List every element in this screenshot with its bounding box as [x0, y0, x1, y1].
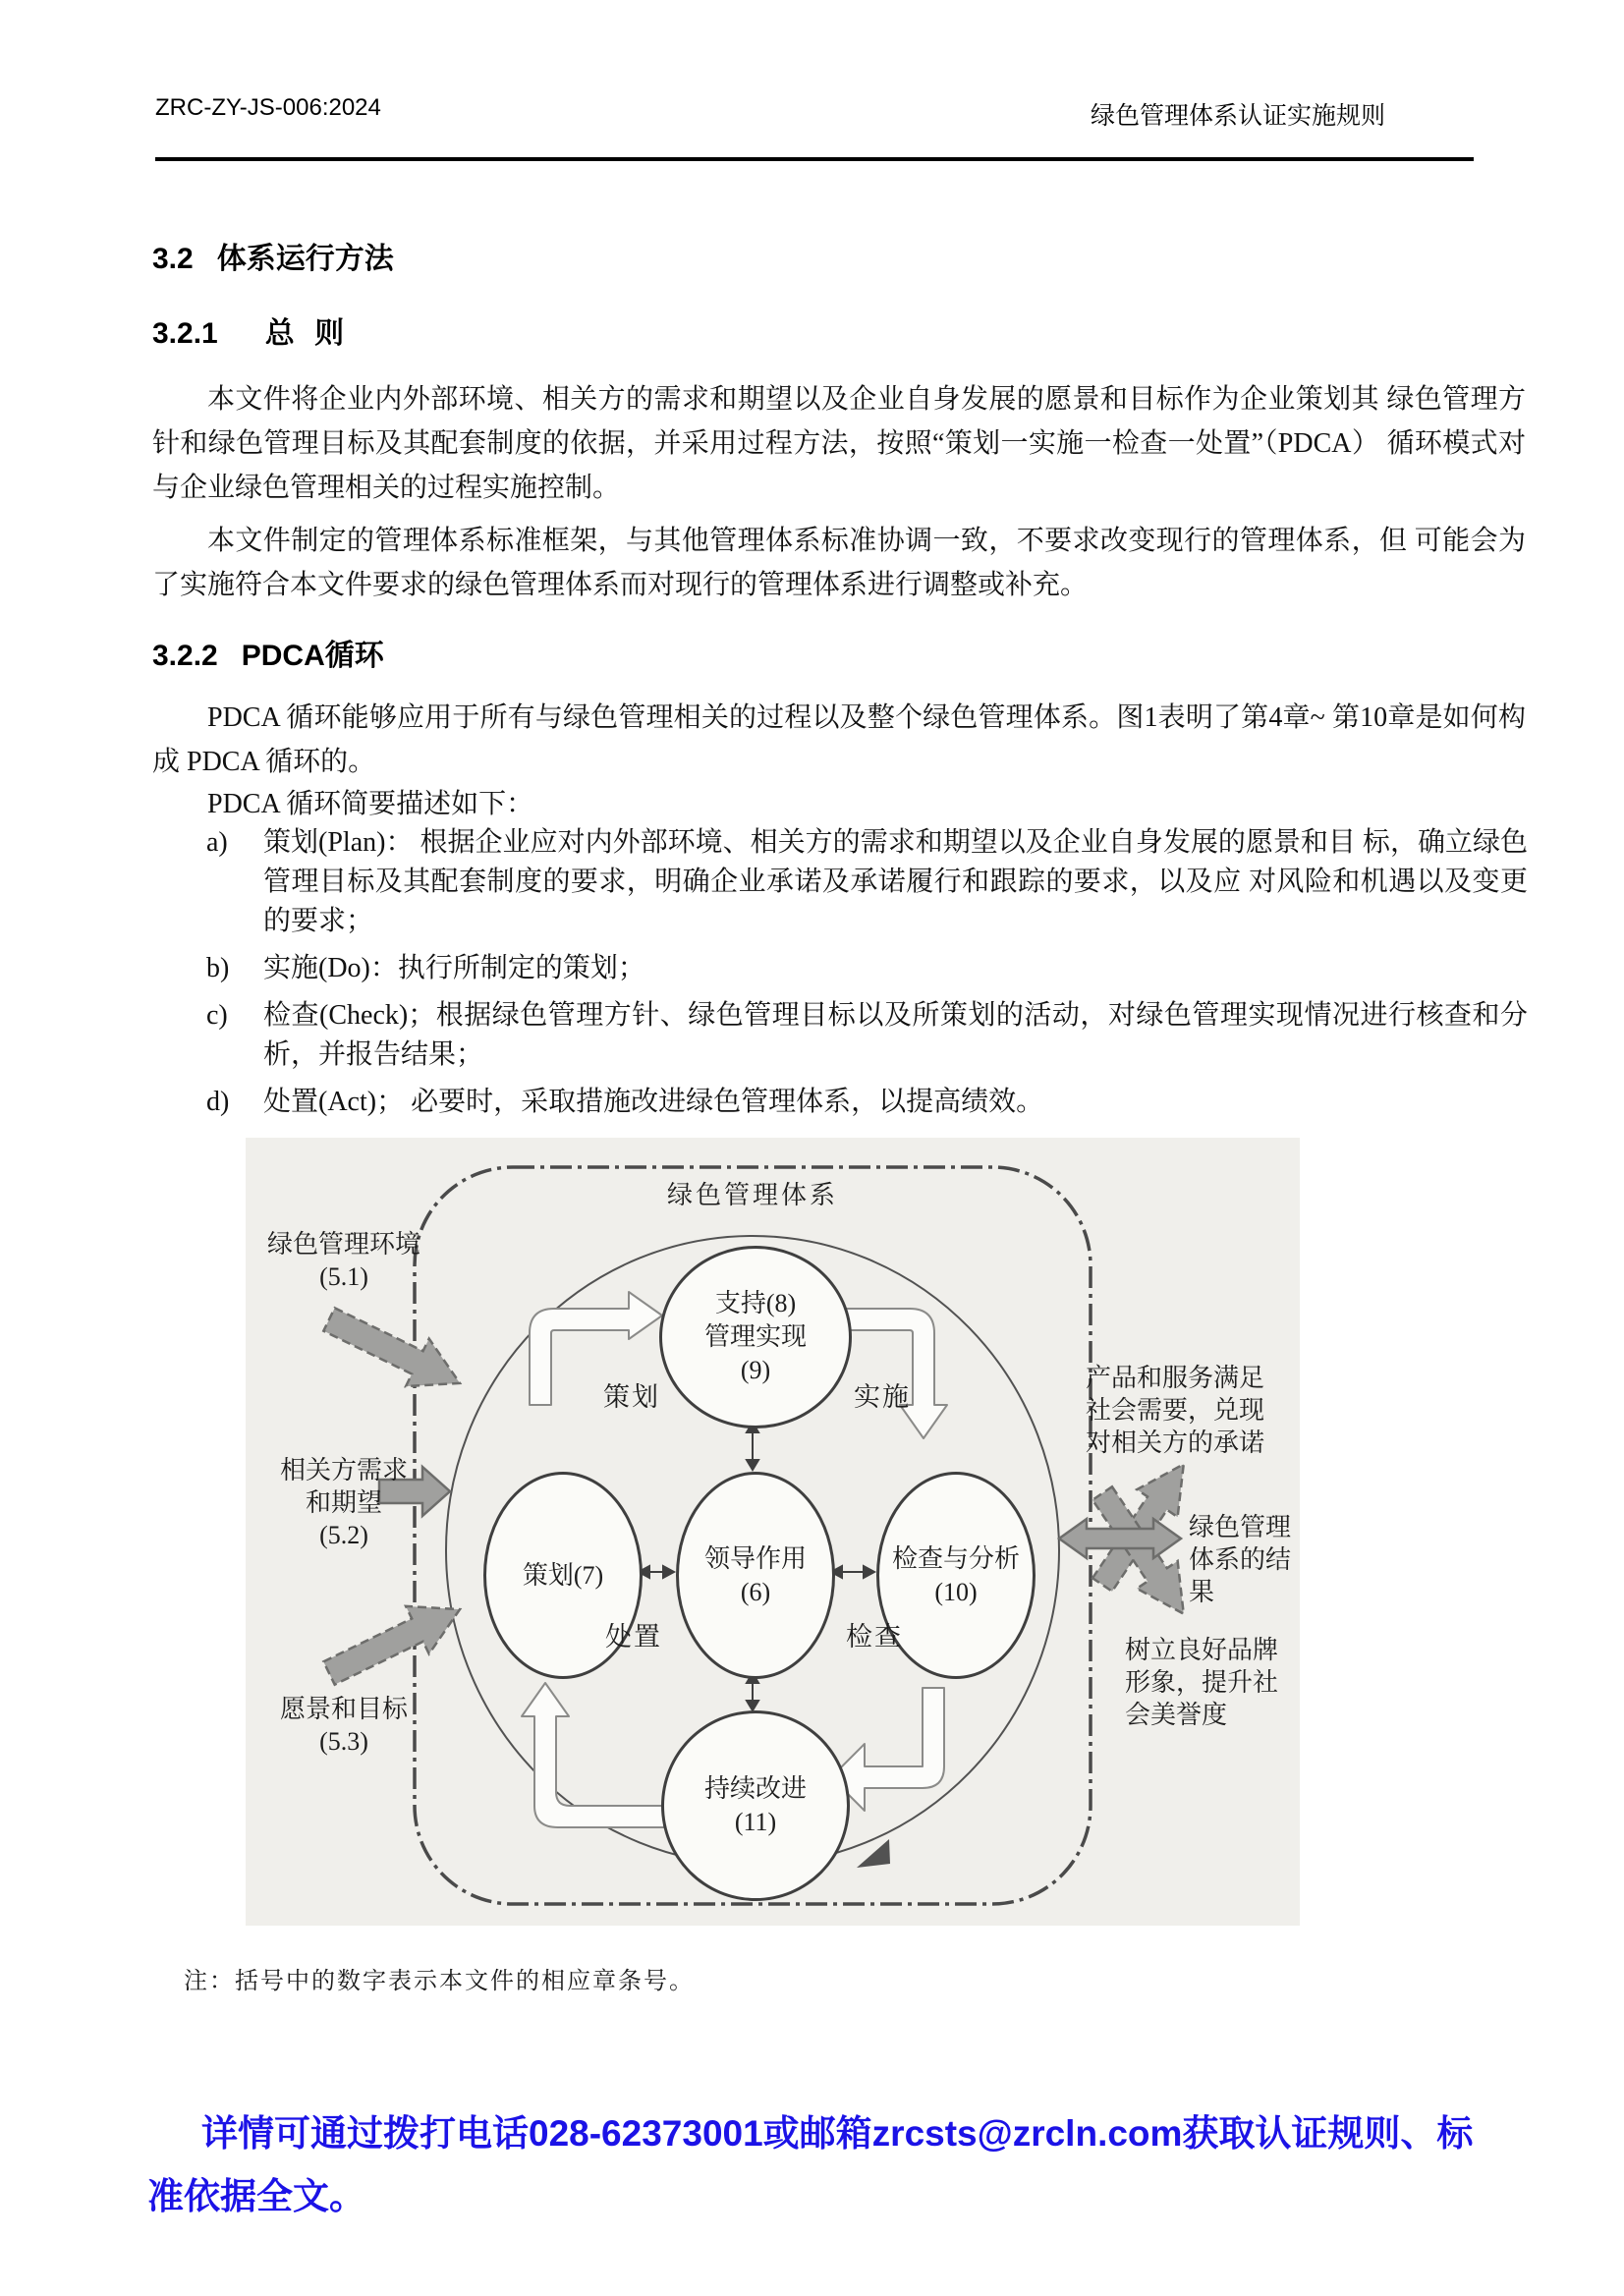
quadrant-act-label: 处置: [605, 1622, 662, 1652]
label-line: 产品和服务满足: [1086, 1364, 1265, 1392]
label-line: 绿色管理: [1189, 1513, 1292, 1541]
label-line: 体系的结果: [1189, 1545, 1292, 1606]
list-item-label: c): [206, 1000, 228, 1031]
input-vision-label: [246, 1693, 442, 1758]
section-title: 体系运行方法: [216, 243, 394, 275]
label-line: 相关方需求: [279, 1456, 408, 1484]
node-line: 管理实现: [703, 1322, 807, 1351]
label-line: (5.2): [319, 1521, 368, 1549]
node-line: 支持(8): [714, 1289, 797, 1317]
figure-note: 注：括号中的数字表示本文件的相应章条号。: [184, 1969, 695, 1994]
node-line: 策划(7): [522, 1560, 604, 1590]
node-line: (9): [740, 1356, 771, 1384]
list-item-text: 实施(Do)：执行所制定的策划；: [263, 953, 645, 983]
section-number: 3.2: [152, 243, 194, 275]
input-arrow-environment-icon: [317, 1296, 472, 1407]
output-results-label: [1189, 1511, 1300, 1608]
list-item-text: 检查(Check)；根据绿色管理方针、绿色管理目标以及所策划的活动，对绿色管理实现情况进行核查和分析，并报告结果；: [263, 1000, 1528, 1070]
output-arrow-down-icon: [1082, 1480, 1204, 1628]
node-line: (6): [740, 1577, 771, 1606]
output-brand-label: [1125, 1634, 1300, 1731]
paragraph-pdca-lead-in: PDCA 循环简要描述如下：: [207, 789, 534, 819]
node-line: (10): [934, 1577, 978, 1606]
section-number: 3.2.2: [152, 640, 218, 672]
input-environment-label: [246, 1228, 442, 1293]
section-heading-3-2: [152, 234, 394, 277]
label-line: 社会需要，兑现: [1086, 1396, 1265, 1425]
label-line: 绿色管理环境: [266, 1230, 420, 1259]
quadrant-check-label: 检查: [846, 1622, 903, 1652]
output-products-label: [1086, 1362, 1300, 1459]
paragraph-general-1: 本文件将企业内外部环境、相关方的需求和期望以及企业自身发展的愿景和目标作为企业策划其 绿色管理方针和绿色管理目标及其配套制度的依据，并采用过程方法，按照“策划一实施一检查一处置”（PDCA） 循环模式对与企业绿色管理相关的过程实施控制。: [152, 384, 1526, 503]
section-number: 3.2.1: [152, 317, 218, 350]
header-rule: [155, 157, 1474, 161]
pdca-list: [206, 823, 1528, 1130]
node-leadership-circle: [676, 1472, 835, 1679]
node-improvement-circle: [661, 1710, 850, 1901]
quadrant-do-label: 实施: [854, 1382, 911, 1412]
label-line: (5.3): [319, 1727, 368, 1756]
list-item-label: b): [206, 953, 230, 983]
quadrant-plan-label: 策划: [603, 1382, 660, 1412]
node-line: 检查与分析: [891, 1543, 1020, 1573]
section-heading-3-2-2: [152, 631, 384, 674]
label-line: (5.1): [319, 1262, 368, 1291]
list-item-label: d): [206, 1087, 230, 1117]
label-line: 和期望: [305, 1488, 382, 1517]
section-title: PDCA循环: [241, 640, 384, 672]
footer-line: 详情可通过拨打电话028-62373001或邮箱zrcsts@zrcln.com获取认证规则、标: [201, 2113, 1474, 2154]
node-support-circle: [659, 1246, 852, 1428]
node-line: 持续改进: [703, 1774, 807, 1803]
output-arrows: [1059, 1450, 1204, 1627]
label-line: 会美誉度: [1125, 1701, 1228, 1729]
figure-system-label: 绿色管理体系: [666, 1181, 838, 1209]
do-flow-arrow-icon: [845, 1309, 947, 1438]
document-code: ZRC-ZY-JS-006:2024: [155, 94, 381, 121]
node-line: 领导作用: [703, 1543, 807, 1573]
list-item: [206, 949, 1528, 988]
act-flow-arrow-icon: [522, 1683, 664, 1827]
pdca-figure: [246, 1138, 1300, 1926]
input-needs-label: [246, 1454, 442, 1551]
footer-line: 准依据全文。: [147, 2176, 365, 2216]
input-arrow-vision-icon: [317, 1586, 472, 1697]
label-line: 愿景和目标: [279, 1695, 408, 1723]
label-line: 树立良好品牌: [1125, 1636, 1279, 1664]
node-line: (11): [734, 1808, 777, 1836]
list-item-label: a): [206, 827, 228, 858]
paragraph-pdca-intro: PDCA 循环能够应用于所有与绿色管理相关的过程以及整个绿色管理体系。图1表明了第4章~ 第10章是如何构成 PDCA 循环的。: [152, 702, 1526, 777]
list-item: [206, 1083, 1528, 1122]
paragraph-general-2: 本文件制定的管理体系标准框架，与其他管理体系标准协调一致，不要求改变现行的管理体系，但 可能会为了实施符合本文件要求的绿色管理体系而对现行的管理体系进行调整或补充。: [152, 526, 1526, 600]
list-item: [206, 996, 1528, 1075]
list-item-text: 策划(Plan)： 根据企业应对内外部环境、相关方的需求和期望以及企业自身发展的愿景和目 标，确立绿色管理目标及其配套制度的要求，明确企业承诺及承诺履行和跟踪的要求，以及应 对风险和机遇以及变更的要求；: [263, 827, 1528, 936]
document-title: 绿色管理体系认证实施规则: [1090, 103, 1385, 130]
footer-notice: [147, 2102, 1542, 2228]
label-line: 形象，提升社: [1125, 1668, 1279, 1697]
list-item: [206, 823, 1528, 941]
list-item-text: 处置(Act)； 必要时，采取措施改进绿色管理体系，以提高绩效。: [263, 1087, 1044, 1117]
label-line: 对相关方的承诺: [1086, 1428, 1265, 1457]
section-title: 总 则: [264, 317, 351, 350]
section-heading-3-2-1: [152, 308, 350, 352]
